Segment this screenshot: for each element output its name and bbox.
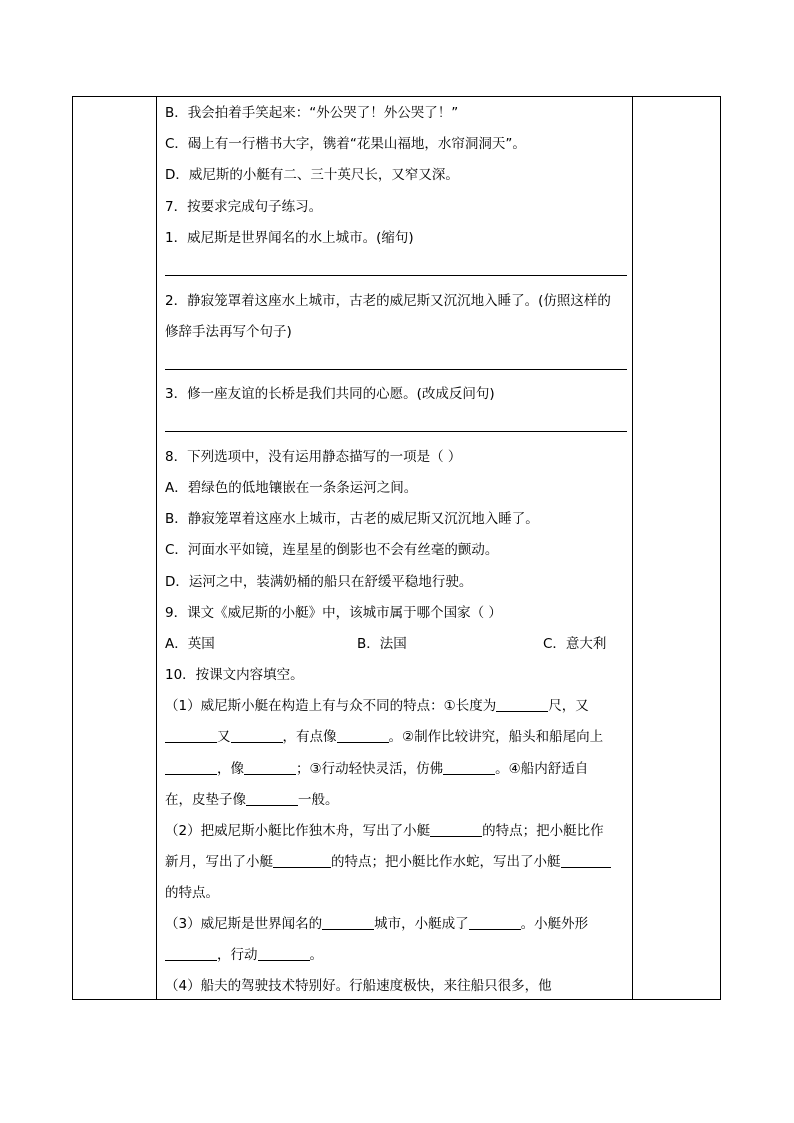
q10-p4-line1: （4）船夫的驾驶技术特别好。行船速度极快，来往船只很多，他	[165, 978, 552, 994]
q10-p1-text: 在，皮垫子像	[165, 792, 246, 808]
fill-blank[interactable]	[258, 946, 310, 961]
q8-option-c: C．河面水平如镜，连星星的倒影也不会有丝毫的颤动。	[165, 542, 499, 558]
q9-heading: 9．课文《威尼斯的小艇》中，该城市属于哪个国家（ ）	[165, 605, 502, 621]
q10-p2-text: （2）把威尼斯小艇比作独木舟，写出了小艇	[165, 823, 431, 839]
q10-p1-line1	[165, 697, 589, 715]
q10-p1-text: ，像	[217, 761, 244, 777]
q10-p3-text: 城市，小艇成了	[374, 916, 469, 932]
fill-blank[interactable]	[337, 728, 389, 743]
q10-p1-line4	[165, 791, 339, 809]
q10-p2-text: 的特点；把小艇比作	[482, 823, 604, 839]
q10-p1-text: 。④船内舒适自	[495, 761, 589, 777]
answer-line-1[interactable]	[165, 275, 627, 276]
q10-p3-text: （3）威尼斯是世界闻名的	[165, 916, 323, 932]
q10-heading: 10．按课文内容填空。	[165, 667, 304, 683]
q8-option-d: D．运河之中，装满奶桶的船只在舒缓平稳地行驶。	[165, 574, 473, 590]
q7-item-3: 3．修一座友谊的长桥是我们共同的心愿。(改成反问句)	[165, 386, 495, 402]
fill-blank[interactable]	[469, 915, 521, 930]
q10-p2-line1	[165, 822, 604, 840]
answer-line-3[interactable]	[165, 431, 627, 432]
q10-p3-line2	[165, 946, 323, 964]
q10-p1-line3	[165, 760, 588, 778]
fill-blank[interactable]	[246, 791, 298, 806]
fill-blank[interactable]	[430, 822, 482, 837]
answer-line-2[interactable]	[165, 369, 627, 370]
table-divider-left	[156, 97, 157, 999]
fill-blank[interactable]	[273, 853, 331, 868]
q7-item-1: 1．威尼斯是世界闻名的水上城市。(缩句)	[165, 230, 414, 246]
q10-p3-text: 。	[309, 947, 323, 963]
q8-option-b: B．静寂笼罩着这座水上城市，古老的威尼斯又沉沉地入睡了。	[165, 511, 539, 527]
worksheet-table	[72, 96, 721, 1000]
q9-option-c: C．意大利	[543, 636, 607, 652]
q10-p1-text: （1）威尼斯小艇在构造上有与众不同的特点：①长度为	[165, 698, 497, 714]
fill-blank[interactable]	[496, 697, 548, 712]
q10-p3-line1	[165, 915, 588, 933]
q10-p1-text: ，有点像	[282, 729, 337, 745]
q10-p1-line2	[165, 728, 603, 746]
fill-blank[interactable]	[443, 760, 495, 775]
q10-p1-text: 又	[217, 729, 231, 745]
option-b-line: B．我会拍着手笑起来：“外公哭了！外公哭了！”	[165, 105, 459, 121]
q10-p1-text: 一般。	[298, 792, 339, 808]
q10-p3-text: 。小艇外形	[520, 916, 589, 932]
fill-blank[interactable]	[244, 760, 296, 775]
fill-blank[interactable]	[165, 728, 217, 743]
q10-p2-line3: 的特点。	[165, 885, 219, 901]
q10-p1-text: ；③行动轻快灵活，仿佛	[296, 761, 444, 777]
q7-heading: 7．按要求完成句子练习。	[165, 199, 323, 215]
q7-item-2-cont: 修辞手法再写个句子)	[165, 324, 292, 340]
fill-blank[interactable]	[561, 853, 611, 868]
option-c-line: C．碣上有一行楷书大字，镌着“花果山福地，水帘洞洞天”。	[165, 136, 526, 152]
q9-option-b: B．法国	[357, 636, 407, 652]
fill-blank[interactable]	[165, 760, 217, 775]
q10-p2-text: 新月，写出了小艇	[165, 854, 273, 870]
q10-p1-text: 。②制作比较讲究，船头和船尾向上	[388, 729, 604, 745]
option-d-line: D．威尼斯的小艇有二、三十英尺长，又窄又深。	[165, 167, 459, 183]
q9-option-a: A．英国	[165, 636, 215, 652]
table-divider-right	[632, 97, 633, 999]
q10-p2-line2	[165, 853, 611, 871]
fill-blank[interactable]	[165, 946, 217, 961]
q10-p2-text: 的特点；把小艇比作水蛇，写出了小艇	[331, 854, 561, 870]
q7-item-2: 2．静寂笼罩着这座水上城市，古老的威尼斯又沉沉地入睡了。(仿照这样的	[165, 293, 611, 309]
q8-option-a: A．碧绿色的低地镶嵌在一条条运河之间。	[165, 480, 418, 496]
q8-heading: 8．下列选项中，没有运用静态描写的一项是（ ）	[165, 449, 462, 465]
fill-blank[interactable]	[322, 915, 374, 930]
fill-blank[interactable]	[231, 728, 283, 743]
q10-p3-text: ，行动	[217, 947, 258, 963]
q10-p1-text: 尺，又	[548, 698, 589, 714]
